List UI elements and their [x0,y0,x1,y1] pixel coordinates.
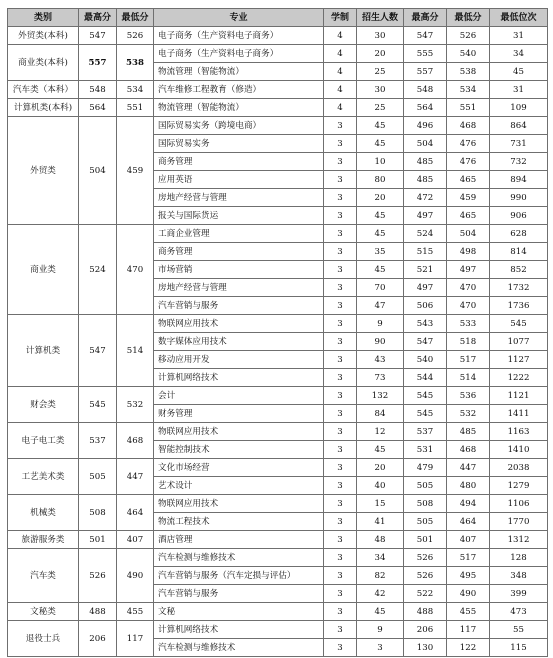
duration-cell: 4 [324,45,357,63]
duration-cell: 3 [324,495,357,513]
enrollment-cell: 47 [357,297,404,315]
duration-cell: 3 [324,135,357,153]
major-min-cell: 504 [447,225,490,243]
min-rank-cell: 1770 [490,513,548,531]
enrollment-cell: 30 [357,27,404,45]
duration-cell: 3 [324,153,357,171]
major-cell: 汽车检测与维修技术 [154,549,324,567]
major-min-cell: 526 [447,27,490,45]
category-max-cell: 501 [79,531,117,549]
table-row [8,315,548,333]
enrollment-cell: 15 [357,495,404,513]
duration-cell: 3 [324,459,357,477]
duration-cell: 3 [324,171,357,189]
category-cell: 工艺美术类 [8,459,79,495]
enrollment-cell: 73 [357,369,404,387]
major-max-cell: 505 [404,477,447,495]
duration-cell: 3 [324,387,357,405]
major-cell: 酒店管理 [154,531,324,549]
enrollment-cell: 90 [357,333,404,351]
major-cell: 会计 [154,387,324,405]
enrollment-cell: 9 [357,621,404,639]
major-min-cell: 464 [447,513,490,531]
duration-cell: 4 [324,27,357,45]
enrollment-cell: 43 [357,351,404,369]
category-max-cell: 537 [79,423,117,459]
header-category: 类别 [8,9,79,27]
major-cell: 汽车检测与维修技术 [154,639,324,657]
category-cell: 汽车类 [8,549,79,603]
category-min-cell: 407 [117,531,154,549]
major-cell: 报关与国际货运 [154,207,324,225]
major-max-cell: 555 [404,45,447,63]
major-min-cell: 468 [447,441,490,459]
category-min-cell: 526 [117,27,154,45]
min-rank-cell: 31 [490,27,548,45]
major-max-cell: 515 [404,243,447,261]
major-cell: 市场营销 [154,261,324,279]
major-min-cell: 470 [447,279,490,297]
enrollment-cell: 82 [357,567,404,585]
category-min-cell: 538 [117,45,154,81]
major-max-cell: 130 [404,639,447,657]
min-rank-cell: 545 [490,315,548,333]
duration-cell: 3 [324,333,357,351]
category-cell: 计算机类 [8,315,79,387]
major-max-cell: 496 [404,117,447,135]
min-rank-cell: 1222 [490,369,548,387]
min-rank-cell: 990 [490,189,548,207]
major-cell: 移动应用开发 [154,351,324,369]
major-cell: 工商企业管理 [154,225,324,243]
major-max-cell: 485 [404,171,447,189]
table-row [8,45,548,63]
min-rank-cell: 128 [490,549,548,567]
major-max-cell: 557 [404,63,447,81]
duration-cell: 3 [324,441,357,459]
table-row [8,423,548,441]
min-rank-cell: 852 [490,261,548,279]
enrollment-cell: 34 [357,549,404,567]
min-rank-cell: 1736 [490,297,548,315]
min-rank-cell: 109 [490,99,548,117]
major-max-cell: 548 [404,81,447,99]
duration-cell: 3 [324,531,357,549]
category-cell: 商业类(本科) [8,45,79,81]
min-rank-cell: 1411 [490,405,548,423]
category-cell: 旅游服务类 [8,531,79,549]
major-min-cell: 470 [447,297,490,315]
header-major-min: 最低分 [447,9,490,27]
table-row [8,531,548,549]
major-cell: 物联网应用技术 [154,315,324,333]
duration-cell: 3 [324,477,357,495]
min-rank-cell: 1732 [490,279,548,297]
duration-cell: 3 [324,225,357,243]
category-cell: 退役士兵 [8,621,79,657]
major-cell: 房地产经营与管理 [154,279,324,297]
major-max-cell: 488 [404,603,447,621]
major-cell: 汽车营销与服务（汽车定损与评估） [154,567,324,585]
category-max-cell: 206 [79,621,117,657]
major-max-cell: 505 [404,513,447,531]
major-min-cell: 536 [447,387,490,405]
category-cell: 财会类 [8,387,79,423]
major-max-cell: 543 [404,315,447,333]
category-cell: 机械类 [8,495,79,531]
table-row [8,549,548,567]
category-max-cell: 505 [79,459,117,495]
major-max-cell: 547 [404,333,447,351]
major-max-cell: 501 [404,531,447,549]
min-rank-cell: 1279 [490,477,548,495]
header-row [8,9,548,27]
major-cell: 商务管理 [154,153,324,171]
category-max-cell: 524 [79,225,117,315]
table-row [8,81,548,99]
min-rank-cell: 1106 [490,495,548,513]
major-cell: 智能控制技术 [154,441,324,459]
category-cell: 文秘类 [8,603,79,621]
category-min-cell: 551 [117,99,154,117]
min-rank-cell: 1127 [490,351,548,369]
category-max-cell: 488 [79,603,117,621]
category-min-cell: 447 [117,459,154,495]
header-duration: 学制 [324,9,357,27]
enrollment-cell: 25 [357,63,404,81]
major-cell: 商务管理 [154,243,324,261]
duration-cell: 3 [324,351,357,369]
major-cell: 物联网应用技术 [154,495,324,513]
major-min-cell: 517 [447,351,490,369]
min-rank-cell: 1312 [490,531,548,549]
duration-cell: 3 [324,369,357,387]
min-rank-cell: 31 [490,81,548,99]
table-row [8,621,548,639]
enrollment-cell: 45 [357,207,404,225]
major-max-cell: 544 [404,369,447,387]
category-max-cell: 526 [79,549,117,603]
enrollment-cell: 45 [357,117,404,135]
enrollment-cell: 40 [357,477,404,495]
major-cell: 汽车维修工程教育（修造） [154,81,324,99]
major-max-cell: 506 [404,297,447,315]
min-rank-cell: 55 [490,621,548,639]
table-row [8,459,548,477]
enrollment-cell: 45 [357,225,404,243]
duration-cell: 3 [324,189,357,207]
major-max-cell: 526 [404,549,447,567]
major-min-cell: 468 [447,117,490,135]
enrollment-cell: 48 [357,531,404,549]
min-rank-cell: 864 [490,117,548,135]
duration-cell: 3 [324,603,357,621]
table-row [8,495,548,513]
major-min-cell: 518 [447,333,490,351]
enrollment-cell: 84 [357,405,404,423]
enrollment-cell: 20 [357,459,404,477]
enrollment-cell: 42 [357,585,404,603]
table-row [8,387,548,405]
major-max-cell: 497 [404,207,447,225]
duration-cell: 3 [324,405,357,423]
major-cell: 国际贸易实务（跨境电商） [154,117,324,135]
major-max-cell: 206 [404,621,447,639]
min-rank-cell: 1163 [490,423,548,441]
major-min-cell: 476 [447,153,490,171]
major-min-cell: 407 [447,531,490,549]
min-rank-cell: 732 [490,153,548,171]
enrollment-cell: 9 [357,315,404,333]
major-max-cell: 508 [404,495,447,513]
duration-cell: 3 [324,585,357,603]
category-cell: 商业类 [8,225,79,315]
enrollment-cell: 30 [357,81,404,99]
major-min-cell: 532 [447,405,490,423]
major-cell: 汽车营销与服务 [154,297,324,315]
enrollment-cell: 80 [357,171,404,189]
min-rank-cell: 906 [490,207,548,225]
category-max-cell: 547 [79,315,117,387]
category-max-cell: 548 [79,81,117,99]
min-rank-cell: 115 [490,639,548,657]
major-min-cell: 494 [447,495,490,513]
header-category-min: 最低分 [117,9,154,27]
duration-cell: 3 [324,117,357,135]
min-rank-cell: 894 [490,171,548,189]
min-rank-cell: 399 [490,585,548,603]
major-min-cell: 497 [447,261,490,279]
duration-cell: 3 [324,621,357,639]
major-max-cell: 522 [404,585,447,603]
major-max-cell: 521 [404,261,447,279]
enrollment-cell: 45 [357,261,404,279]
category-cell: 外贸类 [8,117,79,225]
category-min-cell: 459 [117,117,154,225]
major-cell: 文化市场经营 [154,459,324,477]
table-row [8,603,548,621]
duration-cell: 3 [324,207,357,225]
enrollment-cell: 45 [357,441,404,459]
major-cell: 电子商务（生产资料电子商务） [154,45,324,63]
category-min-cell: 490 [117,549,154,603]
major-cell: 汽车营销与服务 [154,585,324,603]
enrollment-cell: 35 [357,243,404,261]
major-min-cell: 447 [447,459,490,477]
major-min-cell: 517 [447,549,490,567]
major-min-cell: 498 [447,243,490,261]
duration-cell: 3 [324,567,357,585]
admission-score-table [7,8,548,657]
min-rank-cell: 473 [490,603,548,621]
major-cell: 物联网应用技术 [154,423,324,441]
category-min-cell: 532 [117,387,154,423]
enrollment-cell: 12 [357,423,404,441]
major-max-cell: 547 [404,27,447,45]
table-body [8,27,548,657]
min-rank-cell: 1121 [490,387,548,405]
major-min-cell: 514 [447,369,490,387]
min-rank-cell: 2038 [490,459,548,477]
duration-cell: 4 [324,63,357,81]
major-min-cell: 540 [447,45,490,63]
category-cell: 电子电工类 [8,423,79,459]
min-rank-cell: 348 [490,567,548,585]
major-min-cell: 533 [447,315,490,333]
enrollment-cell: 10 [357,153,404,171]
major-cell: 文秘 [154,603,324,621]
category-max-cell: 545 [79,387,117,423]
enrollment-cell: 70 [357,279,404,297]
category-min-cell: 455 [117,603,154,621]
duration-cell: 3 [324,423,357,441]
enrollment-cell: 45 [357,135,404,153]
major-min-cell: 534 [447,81,490,99]
enrollment-cell: 41 [357,513,404,531]
header-category-max: 最高分 [79,9,117,27]
major-max-cell: 524 [404,225,447,243]
major-cell: 物流管理（智能物流） [154,99,324,117]
enrollment-cell: 25 [357,99,404,117]
min-rank-cell: 731 [490,135,548,153]
duration-cell: 3 [324,243,357,261]
major-min-cell: 476 [447,135,490,153]
major-max-cell: 504 [404,135,447,153]
major-min-cell: 490 [447,585,490,603]
major-min-cell: 465 [447,171,490,189]
major-min-cell: 117 [447,621,490,639]
min-rank-cell: 1077 [490,333,548,351]
major-cell: 艺术设计 [154,477,324,495]
major-max-cell: 540 [404,351,447,369]
table-row [8,225,548,243]
major-cell: 计算机网络技术 [154,621,324,639]
category-max-cell: 557 [79,45,117,81]
category-cell: 汽车类（本科） [8,81,79,99]
major-cell: 财务管理 [154,405,324,423]
min-rank-cell: 45 [490,63,548,81]
major-min-cell: 551 [447,99,490,117]
duration-cell: 3 [324,297,357,315]
major-max-cell: 526 [404,567,447,585]
table-row [8,117,548,135]
table-row [8,99,548,117]
duration-cell: 3 [324,261,357,279]
enrollment-cell: 3 [357,639,404,657]
header-enrollment: 招生人数 [357,9,404,27]
major-cell: 物流工程技术 [154,513,324,531]
category-cell: 外贸类(本科) [8,27,79,45]
major-max-cell: 485 [404,153,447,171]
enrollment-cell: 20 [357,45,404,63]
duration-cell: 3 [324,315,357,333]
duration-cell: 3 [324,549,357,567]
duration-cell: 4 [324,99,357,117]
major-min-cell: 480 [447,477,490,495]
major-max-cell: 564 [404,99,447,117]
major-max-cell: 472 [404,189,447,207]
major-min-cell: 459 [447,189,490,207]
major-max-cell: 497 [404,279,447,297]
major-cell: 数字媒体应用技术 [154,333,324,351]
category-min-cell: 117 [117,621,154,657]
category-max-cell: 508 [79,495,117,531]
category-min-cell: 468 [117,423,154,459]
enrollment-cell: 45 [357,603,404,621]
major-min-cell: 465 [447,207,490,225]
major-max-cell: 545 [404,405,447,423]
duration-cell: 3 [324,279,357,297]
major-max-cell: 531 [404,441,447,459]
min-rank-cell: 34 [490,45,548,63]
category-max-cell: 547 [79,27,117,45]
major-max-cell: 545 [404,387,447,405]
category-min-cell: 470 [117,225,154,315]
category-min-cell: 514 [117,315,154,387]
category-max-cell: 564 [79,99,117,117]
major-max-cell: 479 [404,459,447,477]
enrollment-cell: 132 [357,387,404,405]
header-min-rank: 最低位次 [490,9,548,27]
min-rank-cell: 628 [490,225,548,243]
major-cell: 国际贸易实务 [154,135,324,153]
major-cell: 电子商务（生产资料电子商务） [154,27,324,45]
category-cell: 计算机类(本科) [8,99,79,117]
major-min-cell: 485 [447,423,490,441]
duration-cell: 3 [324,639,357,657]
category-max-cell: 504 [79,117,117,225]
major-cell: 房地产经营与管理 [154,189,324,207]
header-major-max: 最高分 [404,9,447,27]
major-min-cell: 495 [447,567,490,585]
table-row [8,27,548,45]
duration-cell: 3 [324,513,357,531]
major-min-cell: 455 [447,603,490,621]
min-rank-cell: 1410 [490,441,548,459]
major-max-cell: 537 [404,423,447,441]
header-major: 专业 [154,9,324,27]
major-cell: 物流管理（智能物流） [154,63,324,81]
duration-cell: 4 [324,81,357,99]
category-min-cell: 464 [117,495,154,531]
min-rank-cell: 814 [490,243,548,261]
major-cell: 计算机网络技术 [154,369,324,387]
major-min-cell: 122 [447,639,490,657]
major-cell: 应用英语 [154,171,324,189]
enrollment-cell: 20 [357,189,404,207]
category-min-cell: 534 [117,81,154,99]
major-min-cell: 538 [447,63,490,81]
